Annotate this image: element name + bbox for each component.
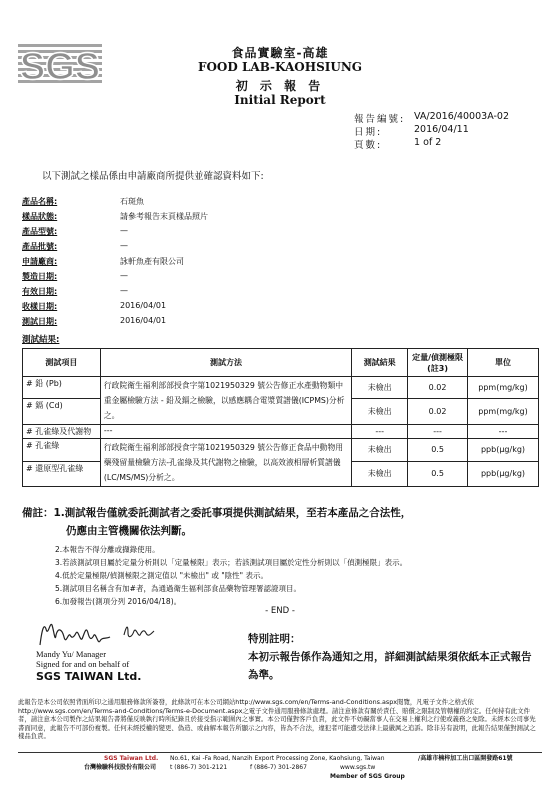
field-receive-date (22, 301, 442, 315)
field-value: 詠軒魚產有限公司 (120, 257, 184, 266)
col-header-unit: 單位 (468, 349, 539, 377)
cell-limit: 0.5 (408, 461, 468, 486)
field-applicant (22, 256, 442, 270)
meta-date (354, 124, 544, 138)
meta-value: 1 of 2 (414, 137, 442, 148)
signer-company: SGS TAIWAN Ltd. (36, 670, 142, 683)
note-2: 2.本報告不得分離或擷錄使用。 (55, 545, 160, 554)
field-value: — (120, 271, 128, 280)
field-key: 產品名稱: (22, 197, 58, 206)
report-type-en: Initial Report (234, 93, 326, 107)
field-value: 石斑魚 (120, 197, 144, 206)
col-header-limit: 定量/偵測極限(註3) (408, 349, 468, 377)
meta-key: 頁數: (354, 140, 383, 151)
table-row (23, 377, 539, 399)
cell-limit: 0.02 (408, 377, 468, 399)
cell-limit: 0.02 (408, 398, 468, 424)
footer-address-zh: /高雄市楠梓加工出口區開發路61號 (418, 755, 513, 762)
cell-item: # 還原型孔雀綠 (23, 461, 101, 486)
note-5: 5.測試項目名稱含有加#者，為通過衛生福利部食品藥物管理署認證項目。 (55, 584, 301, 593)
footer-fax: f (886-7) 301-2867 (250, 764, 307, 771)
cell-result: 未檢出 (352, 461, 408, 486)
cell-result: 未檢出 (352, 398, 408, 424)
meta-report-no (354, 111, 544, 125)
cell-unit: ppb(μg/kg) (468, 461, 539, 486)
footer-web[interactable]: www.sgs.tw (340, 764, 376, 771)
cell-result: 未檢出 (352, 439, 408, 462)
cell-unit: --- (468, 425, 539, 439)
field-key: 申請廠商: (22, 257, 58, 266)
table-row (23, 439, 539, 462)
footer-tel: t (886-7) 301-2121 (170, 764, 228, 771)
field-key: 收樣日期: (22, 302, 58, 311)
field-value: 2016/04/01 (120, 316, 167, 325)
note-6: 6.加發報告(測項分列 2016/04/18)。 (55, 597, 182, 606)
cell-method: 行政院衛生福利部部授食字第1021950329 號公告修正食品中動物用藥殘留量檢驗方法-孔雀綠及其代謝物之檢驗，以高效液相層析質譜儀(LC/MS/MS)分析之。 (100, 439, 351, 487)
note-1: 備註：1.測試報告僅就委託測試者之委託事項提供測試結果，至若本產品之合法性， (22, 507, 412, 519)
field-key: 產品批號: (22, 242, 58, 251)
special-note-text: 本初示報告係作為通知之用，詳細測試結果須依紙本正式報告為準。 (248, 651, 532, 681)
cell-unit: ppm(mg/kg) (468, 398, 539, 424)
lab-title-zh: 食品實驗室-高雄 (231, 46, 329, 60)
cell-limit: --- (408, 425, 468, 439)
cell-limit: 0.5 (408, 439, 468, 462)
meta-key: 報告編號: (354, 114, 406, 125)
signer-behalf: Signed for and on behalf of (36, 659, 130, 669)
footer-company-en: SGS Taiwan Ltd. (104, 755, 159, 762)
note-3: 3.若該測試項目屬於定量分析則以「定量極限」表示；若該測試項目屬於定性分析則以「偵測極限」表示。 (55, 558, 408, 567)
col-header-method: 測試方法 (100, 349, 351, 377)
field-model (22, 226, 442, 240)
footer-company-zh: 台灣檢驗科技股份有限公司 (84, 764, 157, 771)
note-4: 4.低於定量極限/偵測極限之測定值以 "未檢出" 或 "陰性" 表示。 (55, 571, 269, 580)
footer-address-en: No.61, Kai -Fa Road, Nanzih Export Processing Zone, Kaohsiung, Taiwan (170, 755, 385, 762)
special-note-title: 特別註明： (248, 633, 301, 645)
field-key: 測試日期: (22, 317, 58, 326)
meta-value: VA/2016/40003A-02 (414, 111, 509, 122)
field-test-date (22, 316, 442, 330)
meta-value: 2016/04/11 (414, 124, 469, 135)
field-batch (22, 241, 442, 255)
field-key: 製造日期: (22, 272, 58, 281)
cell-item: # 孔雀綠 (23, 439, 101, 462)
signer-name: Mandy Yu/ Manager (36, 649, 107, 659)
report-type-zh: 初 示 報 告 (235, 79, 325, 93)
field-product-name (22, 196, 442, 210)
logo-text: SGS (19, 46, 101, 86)
cell-item: # 孔雀綠及代謝物 (23, 425, 101, 439)
field-value: 請參考報告末頁樣品照片 (120, 212, 208, 221)
signer-info (36, 649, 129, 669)
table-header-row (23, 349, 539, 377)
intro-text: 以下測試之樣品係由申請廠商所提供並確認資料如下: (42, 171, 264, 182)
meta-pages (354, 137, 544, 151)
cell-result: --- (352, 425, 408, 439)
cell-result: 未檢出 (352, 377, 408, 399)
field-key: 有效日期: (22, 287, 58, 296)
cell-method: --- (100, 425, 351, 439)
table-row (23, 425, 539, 439)
cell-item: # 鎘 (Cd) (23, 398, 101, 424)
field-value: — (120, 241, 128, 250)
results-label: 測試結果: (22, 335, 60, 345)
legal-disclaimer: 此報告是本公司依照背面所印之通用服務條款所簽發，此條款可在本公司網站http://www.sgs.com/en/Terms-and-Conditions.aspx閱覽，凡電子文件之格式依http://www.sgs.com/en/Terms-and-Conditions/Terms-e-Document.aspx之電子文件通用服務條款處理。請注意條款有關於責任、賠償之限制及管轄權的約定。任何持有此文件者，請注意本公司製作之結果報告書將僅反映執行時所紀錄且於接受指示範圍內之事實。本公司僅對客戶負責，此文件不妨礙當事人在交易上權利之行使或義務之免除。未經本公司事先書面同意，此報告不可部份複製。任何未經授權的變更、偽造、或曲解本報告所顯示之內容，皆為不合法，違犯者可能遭受法律上最嚴厲之追訴。除非另有說明，此報告結果僅對測試之樣品負責。 (18, 698, 536, 740)
cell-item: # 鉛 (Pb) (23, 377, 101, 399)
field-mfg-date (22, 271, 442, 285)
results-table (22, 348, 539, 487)
handwritten-signature (36, 615, 186, 653)
meta-key: 日期: (354, 127, 383, 138)
footer-member: Member of SGS Group (330, 773, 405, 780)
lab-title-en: FOOD LAB-KAOHSIUNG (197, 60, 363, 74)
field-value: — (120, 226, 128, 235)
footer-divider (18, 752, 542, 753)
cell-unit: ppb(μg/kg) (468, 439, 539, 462)
col-header-result: 測試結果 (352, 349, 408, 377)
end-mark: - END - (265, 606, 295, 616)
field-exp-date (22, 286, 442, 300)
field-sample-state (22, 211, 442, 225)
field-key: 樣品狀態: (22, 212, 58, 221)
note-1-cont: 仍應由主管機關依法判斷。 (66, 525, 192, 537)
field-value: — (120, 286, 128, 295)
field-key: 產品型號: (22, 227, 58, 236)
cell-unit: ppm(mg/kg) (468, 377, 539, 399)
col-header-item: 測試項目 (23, 349, 101, 377)
field-value: 2016/04/01 (120, 301, 167, 310)
cell-method: 行政院衛生福利部部授食字第1021950329 號公告修正水產動物類中重金屬檢驗方法 - 鉛及鎘之檢驗，以感應耦合電漿質譜儀(ICPMS)分析之。 (100, 377, 351, 425)
